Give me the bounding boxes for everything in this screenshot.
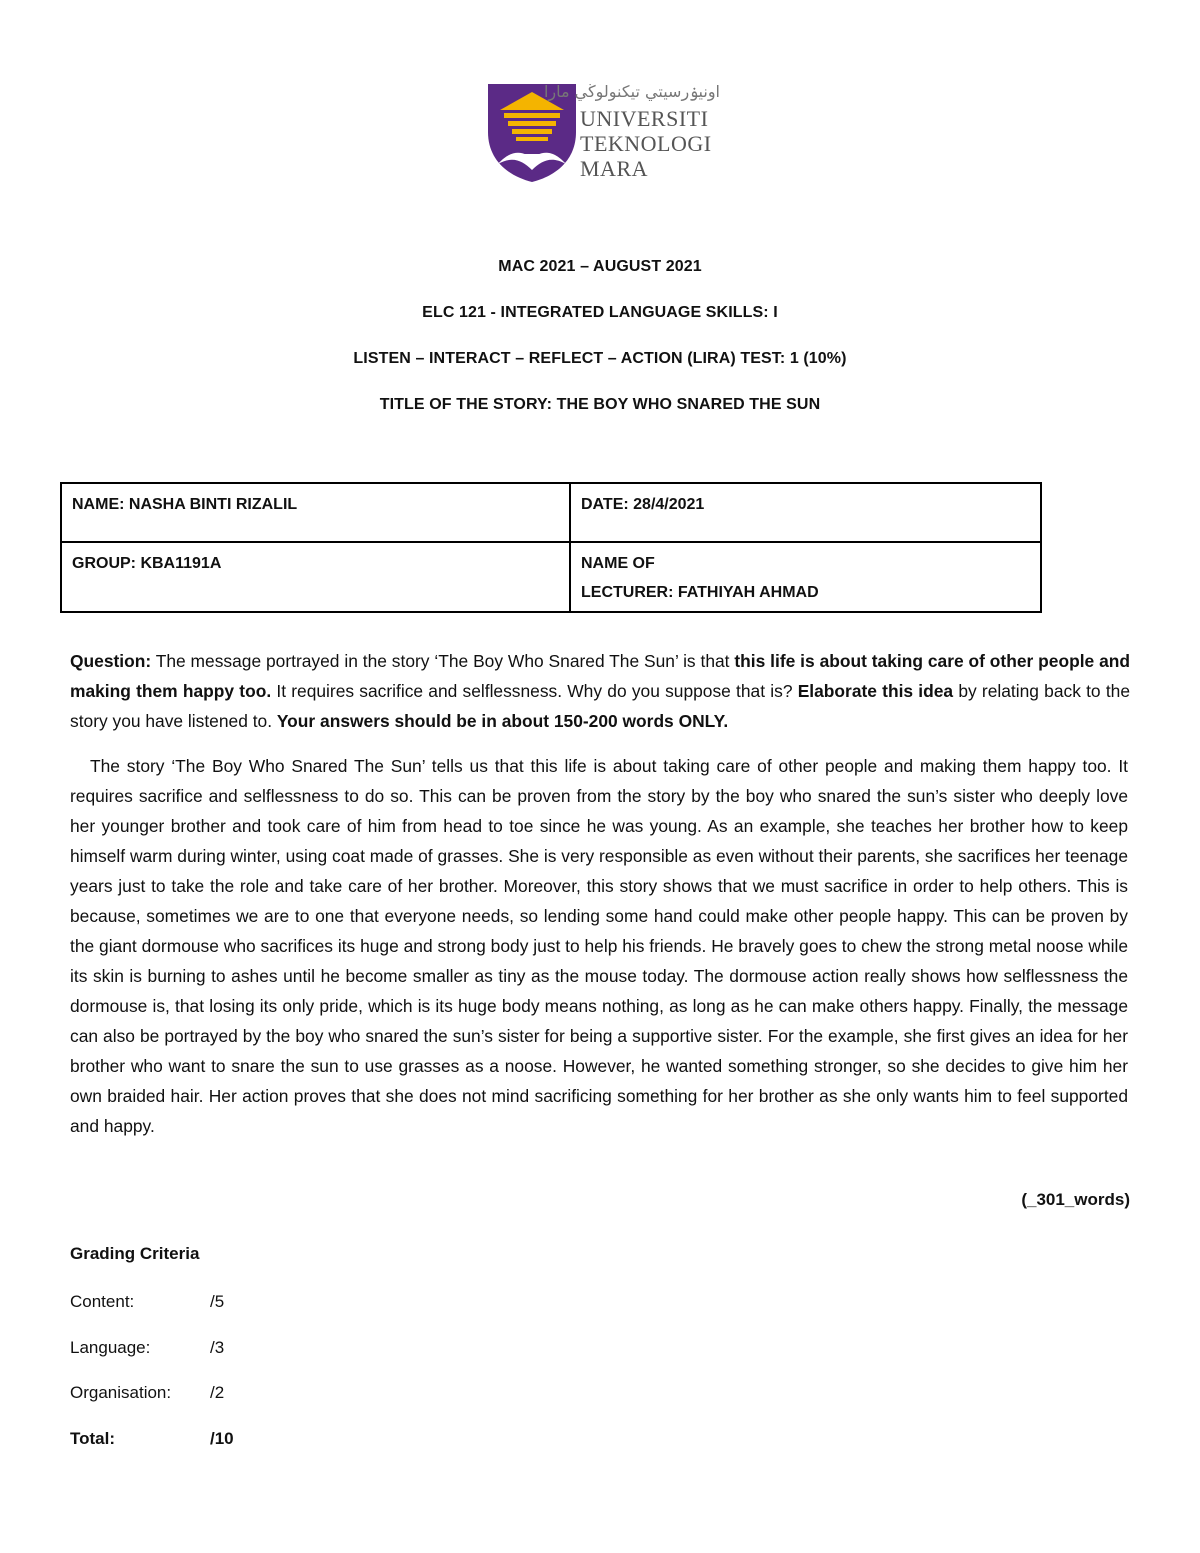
- criteria-label: Total:: [70, 1429, 116, 1448]
- arabic-university-name: اونيۏرسيتي تيكنولوڬي مارا: [543, 82, 720, 101]
- criteria-label: Content:: [70, 1292, 135, 1311]
- logo-text-teknologi: TEKNOLOGI: [580, 131, 712, 156]
- question-paragraph: [70, 646, 1130, 736]
- test-date: DATE: 28/4/2021: [581, 496, 705, 513]
- criteria-language: [70, 1338, 224, 1358]
- student-name: NAME: NASHA BINTI RIZALIL: [72, 496, 298, 513]
- criteria-score: /2: [210, 1383, 225, 1402]
- student-group: GROUP: KBA1191A: [72, 555, 222, 572]
- lecturer-name: LECTURER: FATHIYAH AHMAD: [581, 584, 819, 601]
- answer-paragraph: The story ‘The Boy Who Snared The Sun’ tells us that this life is about taking care of other people and making them happy too. It requires sacrifice and selflessness to do so. This can be proven from the story by the boy who snared the sun’s sister who deeply love her younger brother and took care of him from head to toe since he was young. As an example, she teaches her brother how to keep himself warm during winter, using coat made of grasses. She is very responsible as even without their parents, she sacrifices her teenage years just to take the role and take care of her brother. Moreover, this story shows that we must sacrifice in order to help others. This is because, sometimes we are to one that everyone needs, so lending some hand could make other people happy. This can be proven by the giant dormouse who sacrifices its huge and strong body just to help his friends. He bravely goes to chew the strong metal noose while its skin is burning to ashes until he become smaller as tiny as the mouse today. The dormouse action really shows how selflessness the dormouse is, that losing its only pride, which is its huge body means nothing, as long as he can make others happy. Finally, the message can also be portrayed by the boy who snared the sun’s sister for being a supportive sister. For the example, she first gives an idea for her brother who want to snare the sun to use grasses as a noose. However, he wanted something stronger, so she decides to give him her own braided hair. Her action proves that she does not mind sacrificing something for her brother as she only wants him to feel supported and happy.: [70, 756, 1128, 1136]
- word-count: (_301_words): [1021, 1190, 1130, 1209]
- story-title-heading: TITLE OF THE STORY: THE BOY WHO SNARED THE SUN: [379, 396, 821, 413]
- question-emphasis-1: this life is about taking care of other people and making them happy too.: [70, 651, 1130, 701]
- name-cell: [61, 483, 570, 542]
- criteria-score: /3: [210, 1338, 225, 1357]
- test-heading: LISTEN – INTERACT – REFLECT – ACTION (LIRA) TEST: 1 (10%): [353, 350, 847, 367]
- group-cell: [61, 542, 570, 612]
- criteria-content: [70, 1292, 224, 1312]
- criteria-label: Language:: [70, 1338, 151, 1357]
- logo-text-mara: MARA: [580, 156, 649, 181]
- student-info-table: [60, 482, 1042, 613]
- grading-criteria-title: Grading Criteria: [70, 1244, 200, 1263]
- semester-heading: MAC 2021 – AUGUST 2021: [498, 258, 702, 275]
- question-label: Question:: [70, 651, 152, 671]
- lecturer-cell: [570, 542, 1041, 612]
- question-emphasis-2: Elaborate this idea: [797, 681, 954, 701]
- lecturer-label: NAME OF: [581, 555, 655, 572]
- logo-text-universiti: UNIVERSITI: [580, 106, 709, 131]
- question-text-1: The message portrayed in the story ‘The Boy Who Snared The Sun’ is that: [151, 651, 735, 671]
- criteria-score: /5: [210, 1292, 225, 1311]
- question-text-2: It requires sacrifice and selflessness. Why do you suppose that is?: [271, 681, 798, 701]
- question-emphasis-3: Your answers should be in about 150-200 words ONLY.: [276, 711, 729, 731]
- criteria-score: /10: [210, 1429, 234, 1448]
- question-text-3: by relating back to the story you have listened to.: [70, 681, 1130, 731]
- criteria-label: Organisation:: [70, 1383, 172, 1402]
- date-cell: [570, 483, 1041, 542]
- criteria-total: [70, 1429, 234, 1449]
- course-heading: ELC 121 - INTEGRATED LANGUAGE SKILLS: I: [422, 304, 778, 321]
- criteria-organisation: [70, 1383, 224, 1403]
